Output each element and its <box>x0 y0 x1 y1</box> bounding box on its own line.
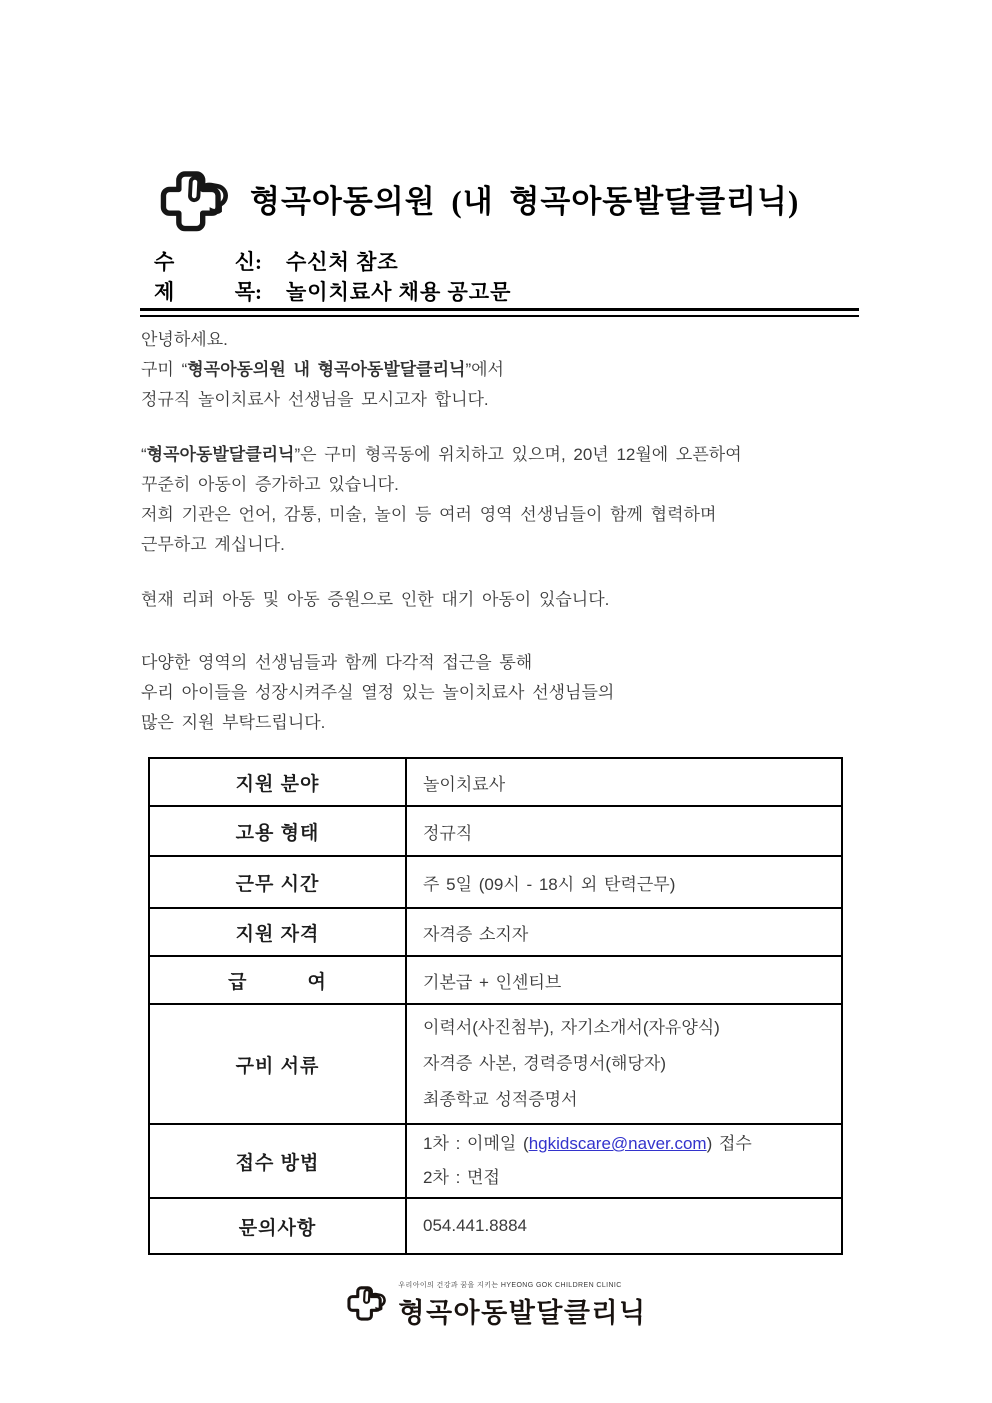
application-email-link[interactable]: hgkidscare@naver.com <box>528 1134 707 1153</box>
about-paragraph <box>141 440 881 560</box>
recipient-line <box>154 246 511 276</box>
table-row-position <box>149 758 842 806</box>
greeting-line-3: 정규직 놀이치료사 선생님을 모시고자 합니다. <box>141 390 489 409</box>
job-details-table <box>148 757 843 1255</box>
appeal-line-3: 많은 지원 부탁드립니다. <box>141 713 326 732</box>
status-line: 현재 리퍼 아동 및 아동 증원으로 인한 대기 아동이 있습니다. <box>141 590 610 609</box>
recipient-label-last-char: 신: <box>234 250 262 274</box>
about-line-1: “형곡아동발달클리닉”은 구미 형곡동에 위치하고 있으며, 20년 12월에 오픈하여 <box>141 445 742 464</box>
document-line-1: 이력서(사진첨부), 자기소개서(자유양식) <box>423 1018 720 1037</box>
greeting-paragraph <box>141 325 881 415</box>
recipient-label <box>154 246 262 276</box>
row-value: 정규직 <box>406 806 842 856</box>
clinic-name-bold: 형곡아동발달클리닉 <box>146 445 295 464</box>
table-row-salary <box>149 956 842 1004</box>
appeal-line-1: 다양한 영역의 선생님들과 함께 다각적 접근을 통해 <box>141 653 533 672</box>
row-value: 기본급 + 인센티브 <box>406 956 842 1004</box>
row-label: 접수 방법 <box>149 1124 406 1198</box>
greeting-line-2: 구미 “형곡아동의원 내 형곡아동발달클리닉”에서 <box>141 360 504 379</box>
about-line-4: 근무하고 계십니다. <box>141 535 285 554</box>
apply-step-1: 1차 : 이메일 (hgkidscare@naver.com) 접수 <box>423 1134 752 1153</box>
subject-label-last-char: 목: <box>234 280 262 304</box>
footer-clinic-logo <box>0 1280 992 1330</box>
recipient-value: 수신처 참조 <box>286 250 399 274</box>
table-row-required-documents <box>149 1004 842 1124</box>
row-label: 구비 서류 <box>149 1004 406 1124</box>
document-title: 형곡아동의원 (내 형곡아동발달클리닉) <box>250 184 800 219</box>
subject-value: 놀이치료사 채용 공고문 <box>286 280 512 304</box>
appeal-line-2: 우리 아이들을 성장시켜주실 열정 있는 놀이치료사 선생님들의 <box>141 683 615 702</box>
table-row-working-hours <box>149 856 842 908</box>
greeting-line-1: 안녕하세요. <box>141 330 228 349</box>
row-label: 지원 분야 <box>149 758 406 806</box>
row-label: 지원 자격 <box>149 908 406 956</box>
row-label: 문의사항 <box>149 1198 406 1254</box>
footer-wordmark: 형곡아동발달클리닉 <box>398 1298 647 1328</box>
clinic-cross-logo-icon <box>345 1282 389 1328</box>
row-label: 고용 형태 <box>149 806 406 856</box>
document-line-2: 자격증 사본, 경력증명서(해당자) <box>423 1054 666 1073</box>
row-value: 자격증 소지자 <box>406 908 842 956</box>
row-value: 주 5일 (09시 - 18시 외 탄력근무) <box>406 856 842 908</box>
subject-label <box>154 276 262 306</box>
clinic-name-bold: 형곡아동의원 내 형곡아동발달클리닉 <box>187 360 466 379</box>
row-label: 근무 시간 <box>149 856 406 908</box>
header-double-rule <box>140 308 859 317</box>
row-value <box>406 1124 842 1198</box>
clinic-cross-logo-icon <box>156 164 234 244</box>
about-line-3: 저희 기관은 언어, 감통, 미술, 놀이 등 여러 영역 선생님들이 함께 협력하며 <box>141 505 717 524</box>
apply-step-2: 2차 : 면접 <box>423 1168 500 1187</box>
table-row-employment-type <box>149 806 842 856</box>
row-value: 놀이치료사 <box>406 758 842 806</box>
table-row-contact <box>149 1198 842 1254</box>
row-label: 급 여 <box>149 956 406 1004</box>
table-row-application-method <box>149 1124 842 1198</box>
footer-logo-text <box>398 1280 646 1330</box>
about-line-2: 꾸준히 아동이 증가하고 있습니다. <box>141 475 399 494</box>
recipient-label-first-char: 수 <box>154 250 175 274</box>
document-line-3: 최종학교 성적증명서 <box>423 1090 578 1109</box>
address-block <box>154 246 511 306</box>
subject-line <box>154 276 511 306</box>
footer-tagline: 우리아이의 건강과 꿈을 지키는 HYEONG GOK CHILDREN CLINIC <box>398 1282 622 1289</box>
table-row-qualification <box>149 908 842 956</box>
row-value <box>406 1004 842 1124</box>
subject-label-first-char: 제 <box>154 280 175 304</box>
contact-phone-number: 054.441.8884 <box>406 1198 842 1254</box>
letter-body <box>141 325 881 738</box>
appeal-paragraph <box>141 648 881 738</box>
status-paragraph <box>141 585 881 615</box>
